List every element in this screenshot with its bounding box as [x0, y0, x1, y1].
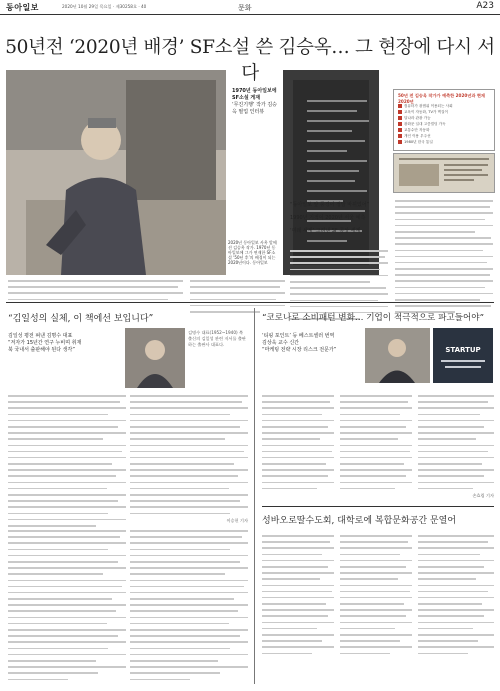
archive-page-image	[283, 70, 379, 275]
date-line: 2020년 10월 29일 목요일 · 제30258호 · 40	[62, 4, 147, 9]
prediction-sidebar	[393, 89, 495, 151]
subhead-2: 1990년 기적이 2020년 서울 예측	[290, 215, 366, 221]
right-story-headline: “코로나로 소비패턴 변화… 기업이 적극적으로 파고들어야”	[262, 313, 484, 323]
body-text-block	[130, 530, 248, 685]
body-text-block	[8, 530, 126, 685]
left-subhead-3: 북 국내서 출판해야 된다 생각”	[8, 347, 75, 353]
section-divider	[6, 302, 494, 303]
portrait-caption-text: 김명수 대표(1952~1940) 북 출신의 김일성 관련 저서를 출판하는 출판사 대표다.	[188, 330, 246, 348]
book-cover-image	[433, 328, 493, 383]
subhead-3: ‘미래 세계’ 그려낸 SF 공상 세계	[290, 228, 361, 234]
author-photo-illustration	[6, 70, 226, 275]
left-subhead-2: “저자가 15년간 연구 누비며 취재	[8, 340, 82, 346]
right-story-subheads	[262, 333, 362, 354]
story-kicker-sub: ‘무진기행’ 작가 김승옥 필업 인터뷰	[232, 102, 277, 115]
section-label: 문화	[238, 4, 252, 12]
portrait-illustration	[125, 328, 185, 388]
left-story-credit: 이승헌 기자	[226, 518, 248, 523]
body-text-block	[262, 395, 334, 494]
sidebar-item: 개인 이용 우주선	[398, 134, 431, 139]
right-subhead-1: ‘티핑 포인트’ 등 베스트셀러 번역	[262, 333, 335, 339]
sidebar-item: 광화문 일대 고층빌딩 가득	[398, 122, 446, 127]
main-photo	[6, 70, 226, 275]
page-headline: 50년전 ‘2020년 배경’ SF소설 쓴 김승옥… 그 현장에 다시 서다	[5, 37, 495, 84]
sidebar-title: 50년 전 김승옥 작가가 예측한 2020년과 현재 2020년	[398, 93, 485, 104]
story-kicker: 1970년 동아일보에 SF소설 게재	[232, 88, 277, 101]
sidebar-item: 1980년 한국 통일	[398, 140, 433, 145]
portrait-caption	[188, 330, 248, 349]
right-subhead-2: 김상욱 교수 신간	[262, 340, 299, 346]
sidebar-item: 컴퓨터가 광범위 이용되는 사회	[398, 104, 453, 109]
newspaper-logo: 동아일보	[6, 3, 39, 12]
body-text-block	[418, 535, 494, 659]
body-text-block	[418, 395, 494, 494]
bottom-story-headline: 성바오로딸수도회, 대학로에 복합문화공간 문열어	[262, 516, 457, 526]
body-text-block	[262, 535, 334, 659]
book-cover-title: STARTUP	[445, 346, 481, 354]
author-photo-right	[365, 328, 430, 383]
sidebar-item: 교육이 자동화, TV가 벽걸이	[398, 110, 448, 115]
portrait-photo	[125, 328, 185, 388]
story-column-subheads	[290, 202, 388, 235]
photo-caption	[228, 240, 278, 265]
photo-caption-text: 2020년 동아일보 사옥 앞에 선 김승옥 작가. 1970년 동아일보에 그가 연재한 SF소설 ‘50년 후’의 배경이 되는 2020년이다.	[228, 240, 277, 265]
body-text-block	[340, 535, 412, 659]
left-story-headline: “김일성의 실체, 이 책에선 보입니다”	[8, 314, 154, 324]
archive-newspaper-image	[393, 153, 495, 193]
right-subhead-3: “마케팅 전략 시장 리스크 전문가”	[262, 347, 337, 353]
author-right-illustration	[365, 328, 430, 383]
story-column-intro	[232, 88, 280, 116]
bottom-divider	[262, 506, 494, 507]
archive-page-inner	[293, 80, 369, 265]
body-text-block	[340, 395, 412, 494]
left-subhead-1: 김일성 평전 펴낸 김명수 대표	[8, 333, 73, 339]
photo-credit: 동아일보	[252, 260, 268, 265]
right-story-credit: 손효림 기자	[472, 493, 494, 498]
sidebar-item: 교통수단 자동화	[398, 128, 429, 133]
masthead	[0, 0, 500, 15]
subhead-1: “동아일보 앞 풍경이 정말 바뀌었어”	[290, 202, 370, 208]
page-number: A23	[476, 1, 494, 11]
column-divider	[254, 308, 255, 684]
body-text-block	[395, 200, 493, 318]
sidebar-item: 달나라 관광 가능	[398, 116, 431, 121]
body-text-block	[8, 395, 126, 531]
left-story-subheads	[8, 333, 118, 354]
body-text-block	[130, 395, 248, 519]
